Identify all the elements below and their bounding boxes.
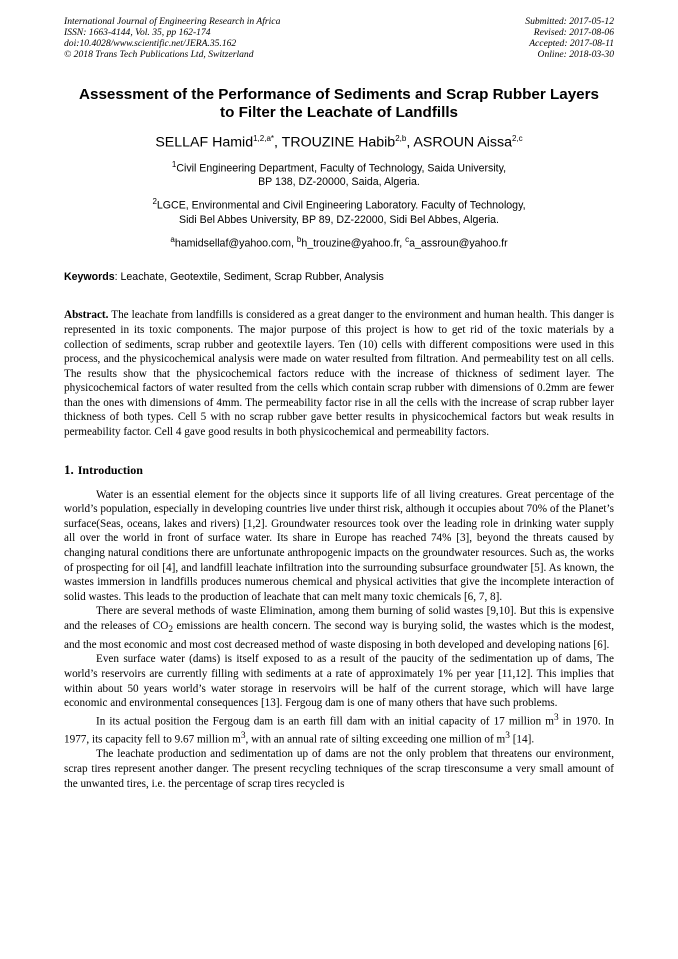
m3-sup-1: 3 <box>553 712 559 723</box>
abstract <box>64 308 614 439</box>
keywords-label: Keywords <box>64 271 115 284</box>
journal-copyright: © 2018 Trans Tech Publications Ltd, Switzerland <box>64 49 254 60</box>
email-b-sup: b <box>296 234 302 244</box>
affiliation-2-sup: 2 <box>152 197 157 207</box>
section-title: Introduction <box>77 462 143 477</box>
author-3-sup: 2,c <box>511 134 523 143</box>
affiliation-2 <box>64 195 614 227</box>
affiliation-2-line1: LGCE, Environmental and Civil Engineering Laboratory. Faculty of Technology, <box>156 199 526 212</box>
journal-name: International Journal of Engineering Research in Africa <box>64 16 281 27</box>
m3-sup-3: 3 <box>505 731 510 742</box>
author-1-sup: 1,2,a* <box>253 134 275 143</box>
introduction-body <box>64 488 614 792</box>
section-number: 1. <box>64 461 74 477</box>
affiliation-1 <box>64 158 614 190</box>
abstract-label: Abstract. <box>64 309 109 322</box>
affiliation-2-line2: Sidi Bel Abbes University, BP 89, DZ-22000, Sidi Bel Abbes, Algeria. <box>179 213 499 226</box>
paragraph-4-c: , with an annual rate of silting exceeding one million of m <box>245 733 506 746</box>
keywords <box>64 271 614 283</box>
affiliation-1-line2: BP 138, DZ-20000, Saida, Algeria. <box>258 176 420 189</box>
header-right <box>525 16 614 60</box>
paragraph-2 <box>64 604 614 652</box>
section-heading-introduction <box>64 462 614 478</box>
journal-issn: ISSN: 1663-4144, Vol. 35, pp 162-174 <box>64 27 211 38</box>
paper-title: Assessment of the Performance of Sediments and Scrap Rubber Layers to Filter the Leachate of Landfills <box>79 86 599 121</box>
journal-doi: doi:10.4028/www.scientific.net/JERA.35.162 <box>64 38 237 49</box>
author-emails <box>64 235 614 250</box>
affiliation-1-line1: Civil Engineering Department, Faculty of Technology, Saida University, <box>176 162 507 175</box>
affiliation-1-sup: 1 <box>171 159 177 169</box>
paragraph-4-b: in 1970. In 1977, its capacity fell to 9.67 million m <box>64 715 614 746</box>
paragraph-5: The leachate production and sedimentation up of dams are not the only problem that threatens our environment, scrap tires represent another danger. The present recycling techniques of the scrap tiresconsume a very small amount of the unwanted tires, i.e. the percentage of scrap tires recycled is <box>64 748 614 790</box>
header-left <box>64 16 280 60</box>
date-accepted: Accepted: 2017-08-11 <box>529 38 614 49</box>
m3-sup-2: 3 <box>240 731 246 742</box>
paragraph-4-d: [14]. <box>509 733 535 746</box>
affiliation-1-line1-wrap <box>64 158 614 176</box>
paragraph-2-a: There are several methods of waste Elimination, among them burning of solid wastes [9,10]. But this is expensive and the releases of CO <box>64 605 614 633</box>
affiliation-2-line1-wrap <box>64 195 614 213</box>
author-2: TROUZINE Habib <box>281 134 396 151</box>
paragraph-3: Even surface water (dams) is itself exposed to as a result of the paucity of the sedimentation up of dams, The world’s reservoirs are currently filling with sediments at a rate of approximately 1% per year [11,12]. This implies that within about 50 years world’s water storage in reservoirs will be half of the current storage, which will have large economic and environmental consequences [13]. Fergoug dam is one of many others that have such problems. <box>64 653 614 710</box>
journal-header <box>64 16 614 60</box>
author-list: SELLAF Hamid$^{1,2,a*}$, TROUZINE Habib$^{2,b}$, ASROUN Aissa$^{2,c}$ <box>155 134 523 151</box>
abstract-text: The leachate from landfills is considered as a great danger to the environment and human health. This danger is represented in its toxic components. The major purpose of this project is how to get rid of the toxic materials by a collection of sediments, scrap rubber and geotextile layers. Ten (10) cells with different compositions were used in this process, and the physicochemical analysis were made on water resulted from filtration. And permeability test on all cells. The results show that the physicochemical factors reduce with the increase of thickness of sediment layer. The physicochemical factors of water resulted from the cells which contain scrap rubber with dimensions of 0.2mm are fewer than the ones with dimensions of 4mm. The permeability factor rise in all the cells with the increase of scrap rubber layer thickness of both types. Cell 5 with no scrap rubber gave better results in physicochemical factors but weak results in permeability factor. Cell 4 gave good results in both physicochemical and permeability factors. <box>64 309 614 439</box>
email-a[interactable]: hamidsellaf@yahoo.com, <box>174 237 297 250</box>
date-submitted: Submitted: 2017-05-12 <box>525 16 614 27</box>
co2-subscript: 2 <box>168 625 173 636</box>
author-1: SELLAF Hamid <box>155 134 254 151</box>
keywords-text: : Leachate, Geotextile, Sediment, Scrap Rubber, Analysis <box>114 271 384 284</box>
email-c[interactable]: a_assroun@yahoo.fr <box>409 237 508 250</box>
paragraph-4-a: In its actual position the Fergoug dam is an earth fill dam with an initial capacity of 17 million m <box>96 715 554 728</box>
date-online: Online: 2018-03-30 <box>537 49 614 60</box>
author-2-sup: 2,b <box>395 134 407 143</box>
date-revised: Revised: 2017-08-06 <box>533 27 614 38</box>
paragraph-4 <box>64 711 614 748</box>
paragraph-2-b: emissions are health concern. The second way is burying solid, the wastes which is the modest, and the most economic and most cost decreased method of waste disposing in both developed and developing nations [6]. <box>64 620 614 651</box>
author-3: ASROUN Aissa <box>413 134 512 151</box>
email-c-sup: c <box>405 234 410 244</box>
email-b[interactable]: h_trouzine@yahoo.fr, <box>301 237 406 250</box>
email-a-sup: a <box>170 234 175 244</box>
paragraph-1: Water is an essential element for the objects since it supports life of all living creatures. Great percentage of the world’s population, especially in developing countries live under thirst risk, although it occupies about 70% of the Planet’s surface(Seas, oceans, lakes and rivers) [1,2]. Groundwater resources took over the leading role in drinking water supply all over the world in front of surface water. Its share in Europe has reached 74% [3], beyond the threats caused by changing natural conditions there are unfortunate anthropogenic impacts on the groundwater resources. Such as, the works of prospecting for oil [4], and landfill leachate infiltration into the surrounding subsurface groundwater [5]. As known, the wastes immersion in landfills produces numerous chemical and physical activities that give the incomplete interaction of solid wastes. This leads to the production of leachate that can melt many toxic chemicals [6, 7, 8]. <box>64 488 614 603</box>
